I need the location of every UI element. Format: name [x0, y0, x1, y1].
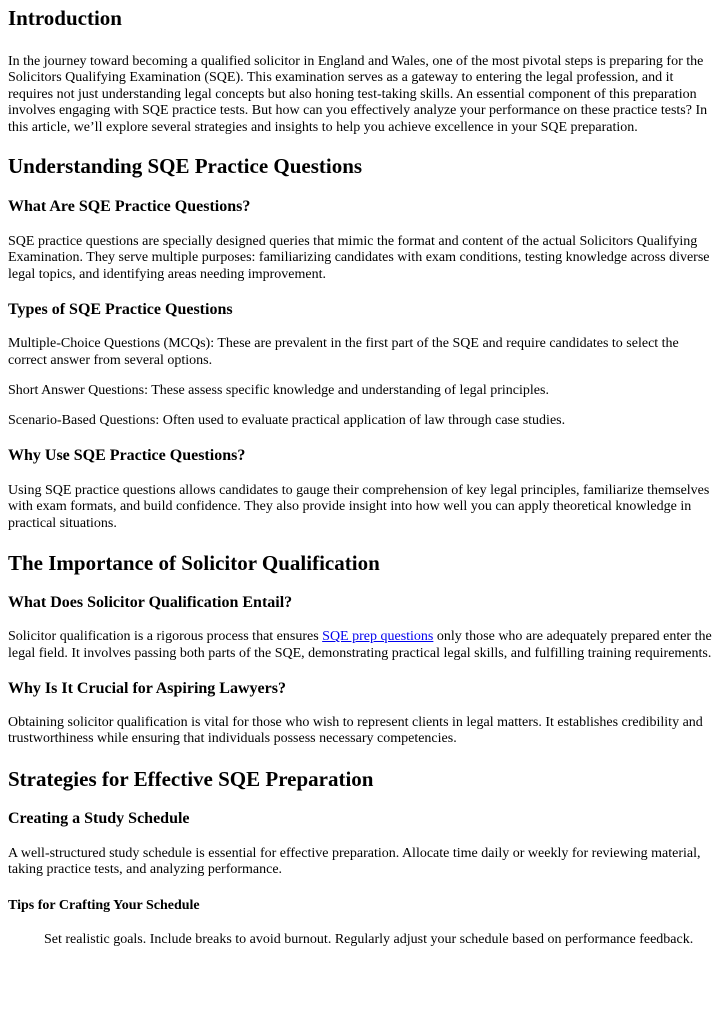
tips-heading: Tips for Crafting Your Schedule [8, 897, 200, 913]
what-are-paragraph: SQE practice questions are specially designed queries that mimic the format and content of the actual Solicitors Qualifying Examination. They serve multiple purposes: familiarizing candidates with exam conditions, testing knowledge across diverse legal topics, and identifying areas needing improvement. [8, 234, 710, 282]
intro-heading: Introduction [8, 6, 122, 30]
crucial-paragraph: Obtaining solicitor qualification is vital for those who wish to represent clients in legal matters. It establishes credibility and trustworthiness while ensuring that individuals possess necessary competencies. [8, 714, 703, 747]
types-short-paragraph: Short Answer Questions: These assess specific knowledge and understanding of legal principles. [8, 383, 549, 399]
importance-heading: The Importance of Solicitor Qualification [8, 551, 380, 576]
entail-paragraph [8, 629, 712, 662]
types-mcq-paragraph: Multiple-Choice Questions (MCQs): These are prevalent in the first part of the SQE and require candidates to select the correct answer from several options. [8, 336, 679, 368]
article [0, 5, 720, 948]
what-are-heading: What Are SQE Practice Questions? [8, 198, 251, 216]
types-scenario-paragraph: Scenario-Based Questions: Often used to evaluate practical application of law through case studies. [8, 413, 566, 429]
understanding-heading: Understanding SQE Practice Questions [8, 154, 363, 179]
strategies-heading: Strategies for Effective SQE Preparation [8, 766, 374, 791]
schedule-paragraph: A well-structured study schedule is essential for effective preparation. Allocate time daily or weekly for reviewing material, taking practice tests, and analyzing performance. [8, 845, 701, 878]
intro-paragraph: In the journey toward becoming a qualified solicitor in England and Wales, one of the most pivotal steps is preparing for the Solicitors Qualifying Examination (SQE). This examination serves as a gateway to entering the legal profession, and it requires not just understanding legal concepts but also honing test-taking skills. An essential component of this preparation involves engaging with SQE practice tests. But how can you effectively analyze your performance on these practice tests? In this article, we’ll explore several strategies and insights to help you achieve excellence in your SQE preparation. [8, 54, 708, 135]
entail-text-before: Solicitor qualification is a rigorous process that ensures [8, 629, 323, 645]
schedule-heading: Creating a Study Schedule [8, 809, 190, 827]
why-use-heading: Why Use SQE Practice Questions? [8, 446, 246, 464]
why-use-paragraph: Using SQE practice questions allows candidates to gauge their comprehension of key legal principles, familiarize themselves with exam formats, and build confidence. They also provide insight into how well you can apply theoretical knowledge in practical situations. [8, 482, 710, 531]
entail-heading: What Does Solicitor Qualification Entail? [8, 594, 293, 612]
types-heading: Types of SQE Practice Questions [8, 301, 233, 319]
tips-blockquote: Set realistic goals. Include breaks to avoid burnout. Regularly adjust your schedule based on performance feedback. [44, 931, 694, 947]
entail-text-after: only those who are adequately prepared enter the legal field. It involves passing both parts of the SQE, demonstrating practical legal skills, and fulfilling training requirements. [8, 629, 712, 661]
sqe-prep-questions-link[interactable]: SQE prep questions [322, 629, 434, 645]
crucial-heading: Why Is It Crucial for Aspiring Lawyers? [8, 679, 286, 697]
